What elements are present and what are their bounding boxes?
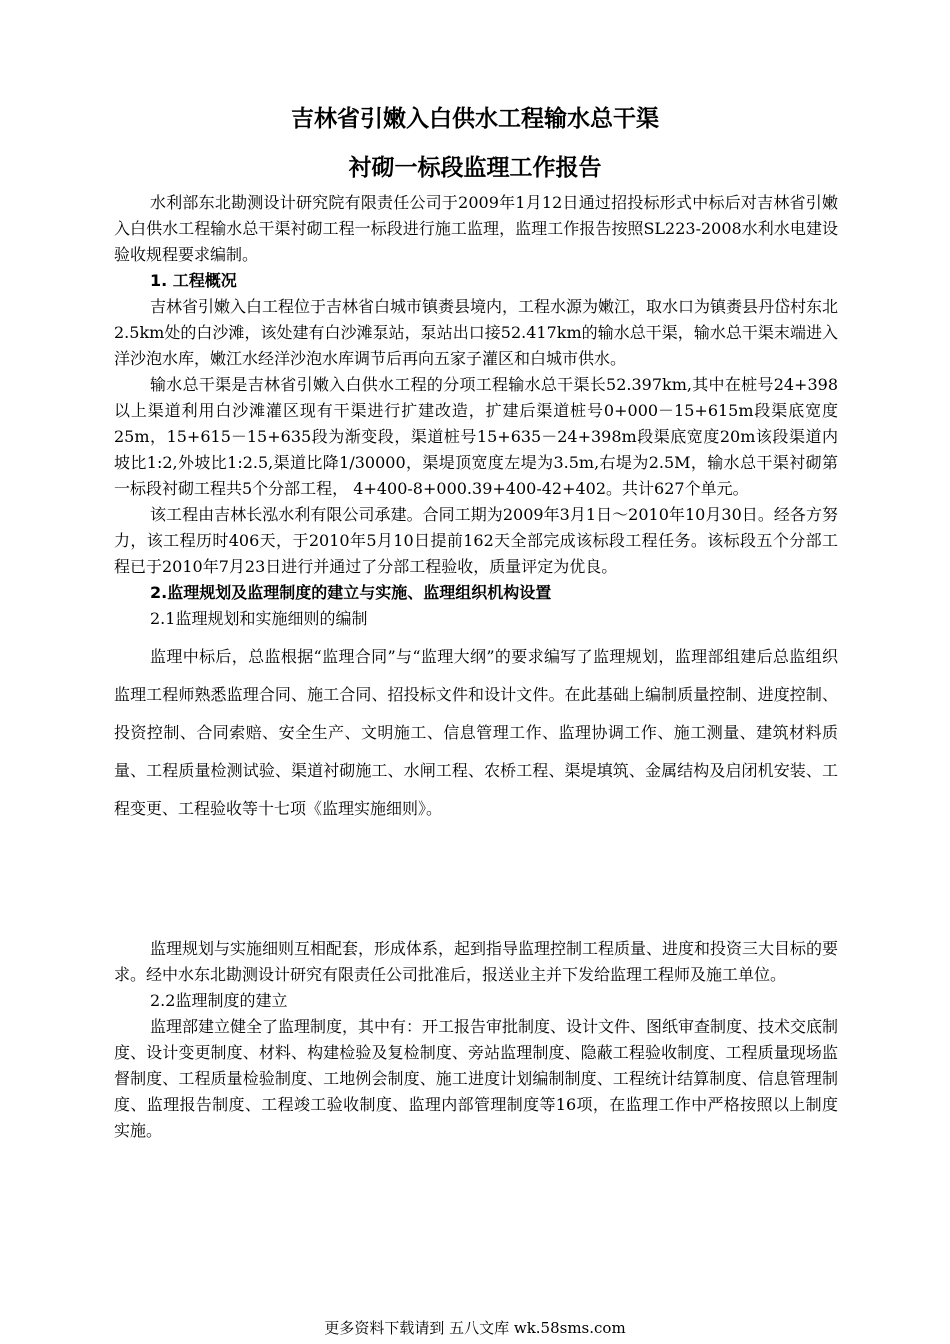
document-title-line2: 衬砌一标段监理工作报告 bbox=[348, 155, 602, 181]
footer-watermark-text: 更多资料下载请到 五八文库 wk.58sms.com bbox=[324, 1319, 626, 1337]
section1-paragraph-1: 吉林省引嫩入白工程位于吉林省白城市镇赉县境内，工程水源为嫩江，取水口为镇赉县丹岱村东北2.5km处的白沙滩，该处建有白沙滩泵站，泵站出口接52.417km的输水总干渠，输水总干渠末端进入洋沙泡水库，嫩江水经洋沙泡水库调节后再向五家子灌区和白城市供水。 bbox=[114, 297, 839, 368]
section2-1-wide-block bbox=[114, 638, 838, 828]
section2-2-paragraph-1: 监理部建立健全了监理制度，其中有：开工报告审批制度、设计文件、图纸审查制度、技术交底制度、设计变更制度、材料、构建检验及复检制度、旁站监理制度、隐蔽工程验收制度、工程质量现场监督制度、工程质量检验制度、工地例会制度、施工进度计划编制制度、工程统计结算制度、信息管理制度、监理报告制度、工程竣工验收制度、监理内部管理制度等16项，在监理工作中严格按照以上制度实施。 bbox=[114, 1017, 839, 1140]
section2-1-paragraph-1: 监理中标后，总监根据“监理合同”与“监理大纲”的要求编写了监理规划，监理部组建后总监组织监理工程师熟悉监理合同、施工合同、招投标文件和设计文件。在此基础上编制质量控制、进度控制、投资控制、合同索赔、安全生产、文明施工、信息管理工作、监理协调工作、施工测量、建筑材料质量、工程质量检测试验、渠道衬砌施工、水闸工程、农桥工程、渠堤填筑、金属结构及启闭机安装、工程变更、工程验收等十七项《监理实施细则》。 bbox=[114, 647, 838, 818]
section2-2-heading: 2.2监理制度的建立 bbox=[150, 991, 288, 1010]
section2-1-paragraph-2: 监理规划与实施细则互相配套，形成体系，起到指导监理控制工程质量、进度和投资三大目标的要求。经中水东北勘测设计研究有限责任公司批准后，报送业主并下发给监理工程师及施工单位。 bbox=[114, 939, 839, 984]
section1-paragraph-2: 输水总干渠是吉林省引嫩入白供水工程的分项工程输水总干渠长52.397km,其中在桩号24+398以上渠道利用白沙滩灌区现有干渠进行扩建改造，扩建后渠道桩号0+000－15+615m段渠底宽度25m，15+615－15+635段为渐变段，渠道桩号15+635－24+398m段渠底宽度20m该段渠道内坡比1:2,外坡比1:2.5,渠道比降1/30000，渠堤顶宽度左堤为3.5m,右堤为2.5M，输水总干渠衬砌第一标段衬砌工程共5个分部工程， 4+400-8+000.39+400-42+402。共计627个单元。 bbox=[114, 375, 838, 498]
document-body bbox=[114, 190, 838, 1144]
section1-heading: 1. 工程概况 bbox=[150, 271, 237, 290]
section1-paragraph-3: 该工程由吉林长泓水利有限公司承建。合同工期为2009年3月1日～2010年10月30日。经各方努力，该工程历时406天，于2010年5月10日提前162天全部完成该标段工程任务。该标段五个分部工程已于2010年7月23日进行并通过了分部工程验收，质量评定为优良。 bbox=[114, 505, 838, 576]
section2-heading: 2.监理规划及监理制度的建立与实施、监理组织机构设置 bbox=[150, 583, 552, 602]
document-title-line1: 吉林省引嫩入白供水工程输水总干渠 bbox=[291, 106, 659, 132]
page-gap bbox=[114, 828, 838, 936]
intro-paragraph: 水利部东北勘测设计研究院有限责任公司于2009年1月12日通过招投标形式中标后对吉林省引嫩入白供水工程输水总干渠衬砌工程一标段进行施工监理，监理工作报告按照SL223-2008水利水电建设验收规程要求编制。 bbox=[114, 193, 838, 264]
section2-1-heading: 2.1监理规划和实施细则的编制 bbox=[150, 609, 368, 628]
